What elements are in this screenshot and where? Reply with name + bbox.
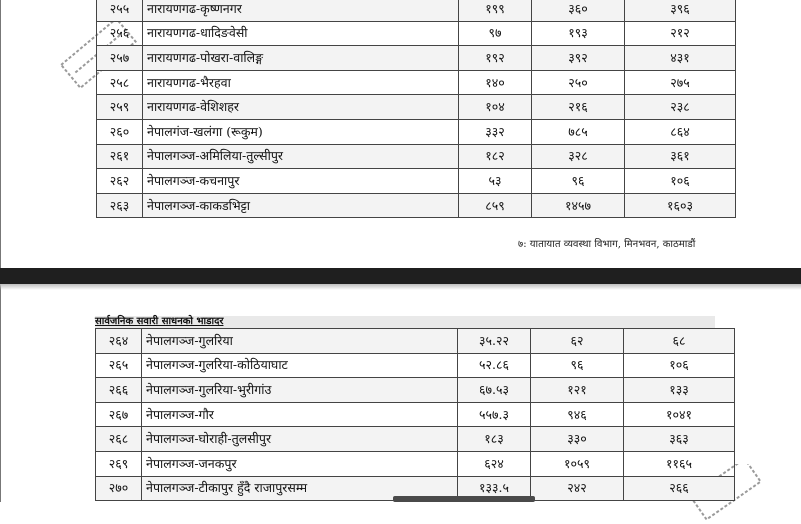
value-b-cell: ९६ bbox=[531, 353, 624, 378]
value-b-cell: २१६ bbox=[532, 95, 625, 120]
value-b-cell: २५० bbox=[532, 70, 625, 95]
value-c-cell: २३८ bbox=[625, 95, 736, 120]
value-c-cell: १६०३ bbox=[625, 193, 736, 218]
value-b-cell: ९६ bbox=[532, 169, 625, 194]
value-a-cell: ९७ bbox=[459, 21, 532, 46]
table-row bbox=[97, 46, 736, 71]
route-cell: नारायणगढ-कृष्णनगर bbox=[143, 0, 459, 21]
value-c-cell: २७५ bbox=[625, 70, 736, 95]
serial-number-cell: २६७ bbox=[96, 402, 142, 427]
serial-number-cell: २६२ bbox=[97, 169, 143, 194]
value-a-cell: १९९ bbox=[459, 0, 532, 21]
route-cell: नेपालगंज-खलंगा (रूकुम) bbox=[143, 119, 459, 144]
route-cell: नारायणगढ-धादिङवेसी bbox=[143, 21, 459, 46]
value-c-cell: ८६४ bbox=[625, 119, 736, 144]
value-c-cell: ३६३ bbox=[624, 427, 735, 452]
table-row bbox=[96, 451, 735, 476]
route-cell: नेपालगञ्ज-काकडभिट्टा bbox=[143, 193, 459, 218]
value-b-cell: ३३० bbox=[531, 427, 624, 452]
serial-number-cell: २५९ bbox=[97, 95, 143, 120]
route-cell: नारायणगढ-पोखरा-वालिङ्ग bbox=[143, 46, 459, 71]
serial-number-cell: २६३ bbox=[97, 193, 143, 218]
value-b-cell: १९३ bbox=[532, 21, 625, 46]
value-b-cell: १२१ bbox=[531, 378, 624, 403]
source-note: ७: यातायात व्यवस्था विभाग, मिनभवन, काठमाडौं bbox=[518, 239, 696, 250]
value-b-cell: ३६० bbox=[532, 0, 625, 21]
value-b-cell: ३२८ bbox=[532, 144, 625, 169]
value-a-cell: ६७.५३ bbox=[458, 378, 531, 403]
value-a-cell: ३५.२२ bbox=[458, 329, 531, 354]
value-a-cell: १३३.५ bbox=[458, 476, 531, 501]
serial-number-cell: २६५ bbox=[96, 353, 142, 378]
serial-number-cell: २५६ bbox=[97, 21, 143, 46]
fare-table-top bbox=[96, 0, 736, 218]
value-a-cell: १०४ bbox=[459, 95, 532, 120]
table-row bbox=[97, 119, 736, 144]
route-cell: नेपालगञ्ज-कचनापुर bbox=[143, 169, 459, 194]
value-c-cell: १०६ bbox=[625, 169, 736, 194]
serial-number-cell: २६६ bbox=[96, 378, 142, 403]
serial-number-cell: २७० bbox=[96, 476, 142, 501]
value-a-cell: ५२.८६ bbox=[458, 353, 531, 378]
value-a-cell: ६२४ bbox=[458, 451, 531, 476]
value-a-cell: १८२ bbox=[459, 144, 532, 169]
route-cell: नारायणगढ-भैरहवा bbox=[143, 70, 459, 95]
value-c-cell: २६६ bbox=[624, 476, 735, 501]
serial-number-cell: २५५ bbox=[97, 0, 143, 21]
value-c-cell: १०६ bbox=[624, 353, 735, 378]
value-a-cell: ३३२ bbox=[459, 119, 532, 144]
value-b-cell: ७८५ bbox=[532, 119, 625, 144]
table-row bbox=[96, 427, 735, 452]
value-c-cell: १३३ bbox=[624, 378, 735, 403]
route-cell: नेपालगञ्ज-जनकपुर bbox=[142, 451, 458, 476]
value-a-cell: ५३ bbox=[459, 169, 532, 194]
table-row bbox=[96, 353, 735, 378]
table-row bbox=[97, 70, 736, 95]
value-c-cell: १०४१ bbox=[624, 402, 735, 427]
value-c-cell: २१२ bbox=[625, 21, 736, 46]
value-a-cell: १४० bbox=[459, 70, 532, 95]
section-title: सार्वजनिक सवारी साधनको भाडादर bbox=[95, 316, 715, 328]
value-a-cell: १८३ bbox=[458, 427, 531, 452]
value-c-cell: ४३१ bbox=[625, 46, 736, 71]
value-a-cell: ८५९ bbox=[459, 193, 532, 218]
route-cell: नेपालगञ्ज-टीकापुर हुँदै राजापुरसम्म bbox=[142, 476, 458, 501]
table-row bbox=[96, 402, 735, 427]
value-c-cell: ६८ bbox=[624, 329, 735, 354]
value-b-cell: १४५७ bbox=[532, 193, 625, 218]
value-b-cell: ९४६ bbox=[531, 402, 624, 427]
serial-number-cell: २५८ bbox=[97, 70, 143, 95]
serial-number-cell: २६९ bbox=[96, 451, 142, 476]
serial-number-cell: २५७ bbox=[97, 46, 143, 71]
value-b-cell: १०५९ bbox=[531, 451, 624, 476]
page-separator bbox=[0, 268, 801, 284]
value-a-cell: १९२ bbox=[459, 46, 532, 71]
table-row bbox=[96, 329, 735, 354]
route-cell: नेपालगञ्ज-अमिलिया-तुल्सीपुर bbox=[143, 144, 459, 169]
value-b-cell: ३९२ bbox=[532, 46, 625, 71]
table-row bbox=[97, 21, 736, 46]
serial-number-cell: २६८ bbox=[96, 427, 142, 452]
table-row bbox=[96, 378, 735, 403]
table-row bbox=[97, 144, 736, 169]
table-row bbox=[97, 169, 736, 194]
value-c-cell: ३६१ bbox=[625, 144, 736, 169]
table-row bbox=[97, 95, 736, 120]
serial-number-cell: २६१ bbox=[97, 144, 143, 169]
fare-table-bottom bbox=[95, 328, 735, 501]
table-row bbox=[97, 193, 736, 218]
route-cell: नारायणगढ-वेशिशहर bbox=[143, 95, 459, 120]
route-cell: नेपालगञ्ज-गौर bbox=[142, 402, 458, 427]
route-cell: नेपालगञ्ज-गुलरिया-कोठियाघाट bbox=[142, 353, 458, 378]
route-cell: नेपालगञ्ज-गुलरिया-भुरीगांउ bbox=[142, 378, 458, 403]
table-row bbox=[97, 0, 736, 21]
value-b-cell: ६२ bbox=[531, 329, 624, 354]
scroll-indicator[interactable] bbox=[393, 496, 535, 502]
value-c-cell: ३९६ bbox=[625, 0, 736, 21]
serial-number-cell: २६४ bbox=[96, 329, 142, 354]
route-cell: नेपालगञ्ज-गुलरिया bbox=[142, 329, 458, 354]
value-a-cell: ५५७.३ bbox=[458, 402, 531, 427]
page-shadow bbox=[0, 284, 801, 290]
value-c-cell: ११६५ bbox=[624, 451, 735, 476]
value-b-cell: २४२ bbox=[531, 476, 624, 501]
serial-number-cell: २६० bbox=[97, 119, 143, 144]
route-cell: नेपालगञ्ज-घोराही-तुलसीपुर bbox=[142, 427, 458, 452]
